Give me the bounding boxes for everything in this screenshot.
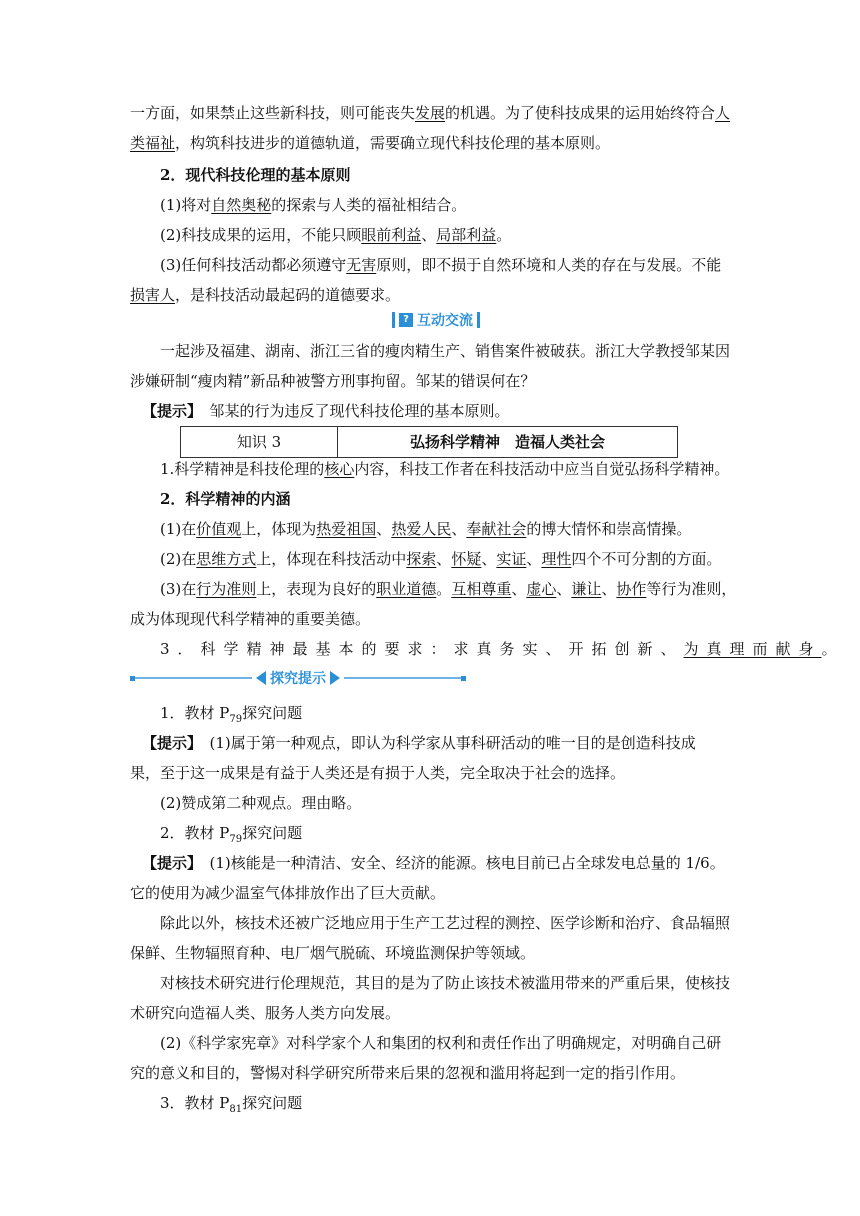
- paragraph-line: (1)将对自然奥秘的探索与人类的福祉相结合。: [160, 196, 467, 214]
- paragraph-line: 2．教材 $P_{79}$探究问题: [160, 824, 303, 845]
- section-heading: 2．现代科技伦理的基本原则: [160, 166, 351, 184]
- knowledge-number: 知识 3: [181, 427, 338, 457]
- paragraph-line: (2)赞成第二种观点。理由略。: [160, 794, 362, 812]
- paragraph-line: 类福祉，构筑科技进步的道德轨道，需要确立现代科技伦理的基本原则。: [130, 134, 611, 152]
- paragraph-line: 保鲜、生物辐照育种、电厂烟气脱硫、环境监测保护等领域。: [130, 944, 536, 962]
- explore-title: 探究提示: [270, 671, 326, 687]
- paragraph-line: 它的使用为减少温室气体排放作出了巨大贡献。: [130, 884, 446, 902]
- hint-line: 【提示】 (1)核能是一种清洁、安全、经济的能源。核电目前已占全球发电总量的 1/6。: [142, 854, 725, 872]
- paragraph-line: 术研究向造福人类、服务人类方向发展。: [130, 1004, 401, 1022]
- paragraph-line: (2)科技成果的运用，不能只顾眼前利益、局部利益。: [160, 226, 512, 244]
- paragraph-line: 究的意义和目的，警惕对科学研究所带来后果的忽视和滥用将起到一定的指引作用。: [130, 1064, 686, 1082]
- knowledge-title: 弘扬科学精神 造福人类社会: [409, 433, 605, 451]
- hint-label: 【提示】: [142, 734, 195, 752]
- paragraph-line: 果，至于这一成果是有益于人类还是有损于人类，完全取决于社会的选择。: [130, 764, 626, 782]
- paragraph-line: 1．教材 $P_{79}$探究问题: [160, 704, 303, 725]
- bar-icon: [477, 312, 480, 328]
- paragraph-line: (2)《科学家宪章》对科学家个人和集团的权利和责任作出了明确规定，对明确自己研: [160, 1034, 722, 1052]
- dot-icon: [461, 676, 466, 681]
- interact-heading: [392, 308, 502, 332]
- section-heading: 2．科学精神的内涵: [160, 490, 291, 508]
- hint-label: 【提示】: [142, 854, 195, 872]
- hint-line: 【提示】 邹某的行为违反了现代科技伦理的基本原则。: [142, 402, 510, 420]
- hint-label: 【提示】: [142, 402, 195, 420]
- paragraph-line: (3)任何科技活动都必须遵守无害原则，即不损于自然环境和人类的存在与发展。不能: [160, 256, 722, 274]
- triangle-right-icon: [330, 671, 340, 685]
- bar-icon: [392, 312, 395, 328]
- paragraph-line: 一方面，如果禁止这些新科技，则可能丧失发展的机遇。为了使科技成果的运用始终符合人: [130, 104, 731, 122]
- triangle-left-icon: [256, 671, 266, 685]
- divider: [344, 677, 461, 679]
- paragraph-line: 成为体现现代科学精神的重要美德。: [130, 610, 371, 628]
- paragraph-line: 除此以外，核技术还被广泛地应用于生产工艺过程的测控、医学诊断和治疗、食品辐照: [160, 914, 731, 932]
- hint-line: 【提示】 (1)属于第一种观点，即认为科学家从事科研活动的唯一目的是创造科技成: [142, 734, 696, 752]
- paragraph-line: (3)在行为准则上，表现为良好的职业道德。互相尊重、虚心、谦让、协作等行为准则，: [160, 580, 737, 598]
- paragraph-line: 损害人，是科技活动最起码的道德要求。: [130, 286, 401, 304]
- paragraph-line: 3．教材 $P_{81}$探究问题: [160, 1094, 303, 1115]
- question-icon: ?: [399, 313, 413, 327]
- paragraph-line: 对核技术研究进行伦理规范，其目的是为了防止该技术被滥用带来的严重后果，使核技: [160, 974, 731, 992]
- paragraph-line: (2)在思维方式上，体现在科技活动中探索、怀疑、实证、理性四个不可分割的方面。: [160, 550, 722, 568]
- paragraph-line: 涉嫌研制“瘦肉精”新品种被警方刑事拘留。邹某的错误何在？: [130, 372, 536, 390]
- divider: [135, 677, 252, 679]
- paragraph-line: 3．科学精神最基本的要求：求真务实、开拓创新、为真理而献身。: [160, 640, 845, 658]
- explore-heading: [130, 666, 466, 690]
- interact-title: 互动交流: [417, 313, 473, 329]
- paragraph-line: 1.科学精神是科技伦理的核心内容，科技工作者在科技活动中应当自觉弘扬科学精神。: [160, 460, 730, 478]
- paragraph-line: (1)在价值观上，体现为热爱祖国、热爱人民、奉献社会的博大情怀和崇高情操。: [160, 520, 692, 538]
- paragraph-line: 一起涉及福建、湖南、浙江三省的瘦肉精生产、销售案件被破获。浙江大学教授邹某因: [160, 342, 731, 360]
